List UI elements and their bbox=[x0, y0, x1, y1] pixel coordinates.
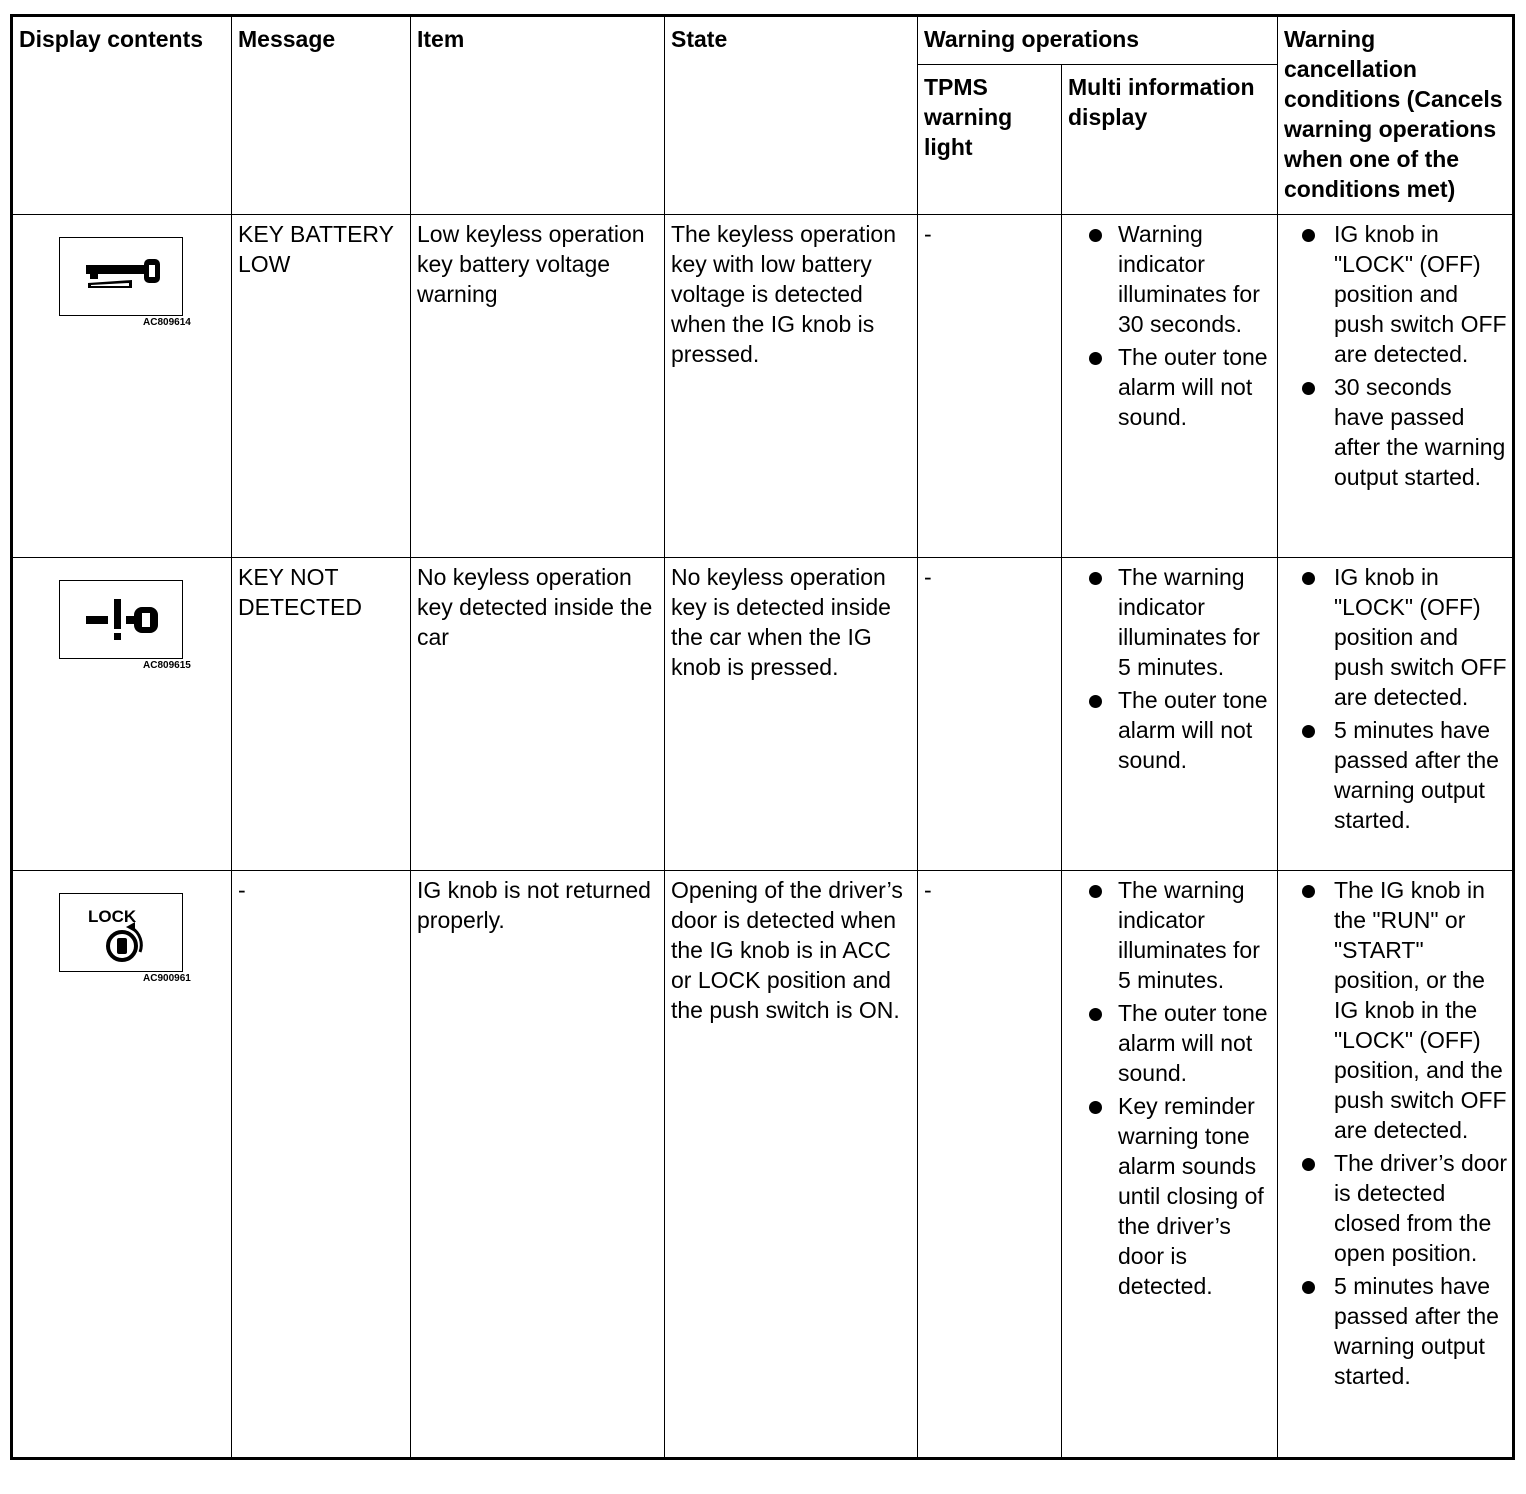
message-cell: KEY NOT DETECTED bbox=[232, 558, 411, 871]
tpms-cell: - bbox=[918, 871, 1062, 1459]
header-warning-cancellation: Warning cancellation conditions (Cancels warning operations when one of the conditions met) bbox=[1278, 16, 1514, 215]
list-item: The warning indicator illuminates for 5 minutes. bbox=[1068, 875, 1272, 995]
list-item: The outer tone alarm will not sound. bbox=[1068, 685, 1272, 775]
list-item: 30 seconds have passed after the warning output started. bbox=[1284, 372, 1507, 492]
state-cell: No keyless operation key is detected inside the car when the IG knob is pressed. bbox=[665, 558, 918, 871]
item-cell: No keyless operation key detected inside the car bbox=[411, 558, 665, 871]
multi-info-cell bbox=[1062, 215, 1278, 558]
tpms-cell: - bbox=[918, 215, 1062, 558]
cancellation-cell bbox=[1278, 871, 1514, 1459]
list-item: IG knob in "LOCK" (OFF) position and push switch OFF are detected. bbox=[1284, 562, 1507, 712]
header-state: State bbox=[665, 16, 918, 215]
icon-code: AC900961 bbox=[143, 973, 191, 984]
item-cell: IG knob is not returned properly. bbox=[411, 871, 665, 1459]
list-item: The outer tone alarm will not sound. bbox=[1068, 342, 1272, 432]
list-item: 5 minutes have passed after the warning output started. bbox=[1284, 1271, 1507, 1391]
list-item: IG knob in "LOCK" (OFF) position and push switch OFF are detected. bbox=[1284, 219, 1507, 369]
message-cell: KEY BATTERY LOW bbox=[232, 215, 411, 558]
list-item: The driver’s door is detected closed from the open position. bbox=[1284, 1148, 1507, 1268]
display-contents-cell bbox=[12, 558, 232, 871]
list-item: Warning indicator illuminates for 30 seconds. bbox=[1068, 219, 1272, 339]
header-multi-information-display: Multi information display bbox=[1062, 65, 1278, 215]
state-cell: Opening of the driver’s door is detected when the IG knob is in ACC or LOCK position and the push switch is ON. bbox=[665, 871, 918, 1459]
key-battery-low-icon bbox=[59, 237, 183, 316]
display-contents-cell bbox=[12, 215, 232, 558]
header-message: Message bbox=[232, 16, 411, 215]
list-item: The IG knob in the "RUN" or "START" position, or the IG knob in the "LOCK" (OFF) position, and the push switch OFF are detected. bbox=[1284, 875, 1507, 1145]
list-item: The outer tone alarm will not sound. bbox=[1068, 998, 1272, 1088]
header-display-contents: Display contents bbox=[12, 16, 232, 215]
tpms-cell: - bbox=[918, 558, 1062, 871]
table-row bbox=[12, 558, 1514, 871]
message-cell: - bbox=[232, 871, 411, 1459]
list-item: The warning indicator illuminates for 5 minutes. bbox=[1068, 562, 1272, 682]
cancellation-cell bbox=[1278, 558, 1514, 871]
list-item: Key reminder warning tone alarm sounds until closing of the driver’s door is detected. bbox=[1068, 1091, 1272, 1301]
multi-info-cell bbox=[1062, 558, 1278, 871]
cancellation-cell bbox=[1278, 215, 1514, 558]
header-tpms-warning-light: TPMS warning light bbox=[918, 65, 1062, 215]
header-item: Item bbox=[411, 16, 665, 215]
icon-code: AC809614 bbox=[143, 317, 191, 328]
state-cell: The keyless operation key with low battery voltage is detected when the IG knob is pressed. bbox=[665, 215, 918, 558]
list-item: 5 minutes have passed after the warning output started. bbox=[1284, 715, 1507, 835]
multi-info-cell bbox=[1062, 871, 1278, 1459]
header-warning-operations: Warning operations bbox=[918, 16, 1278, 65]
key-not-detected-icon bbox=[59, 580, 183, 659]
table-row bbox=[12, 215, 1514, 558]
table-row bbox=[12, 871, 1514, 1459]
warning-display-table bbox=[10, 14, 1515, 1460]
display-contents-cell bbox=[12, 871, 232, 1459]
ig-knob-lock-icon bbox=[59, 893, 183, 972]
lock-label: LOCK bbox=[88, 907, 137, 926]
item-cell: Low keyless operation key battery voltage warning bbox=[411, 215, 665, 558]
icon-code: AC809615 bbox=[143, 660, 191, 671]
